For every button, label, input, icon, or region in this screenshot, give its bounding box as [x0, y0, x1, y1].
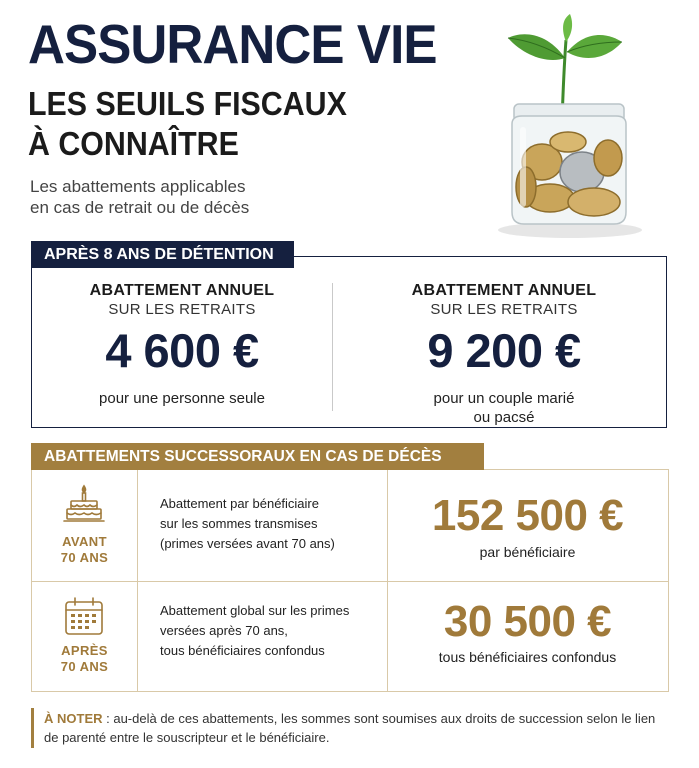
allowance-amount: 9 200 €	[427, 324, 581, 377]
holding-period-box	[31, 256, 667, 428]
note-text: : au-delà de ces abattements, les sommes sont soumises aux droits de succession selon le lien de parenté entre le souscripteur et le bénéficiaire.	[44, 711, 656, 745]
description-line-2: sur les sommes transmises	[160, 516, 318, 531]
subtitle	[30, 176, 290, 218]
age-label-line-2: 70 ANS	[60, 659, 109, 674]
description-cell	[137, 470, 388, 581]
birthday-cake-icon	[62, 482, 106, 526]
table-row	[32, 581, 668, 692]
title-line-2: LES SEUILS FISCAUX	[28, 85, 347, 122]
age-label-line-1: APRÈS	[61, 643, 108, 658]
age-label-line-1: AVANT	[62, 534, 107, 549]
description-line-1: Abattement global sur les primes	[160, 603, 350, 618]
allowance-note	[52, 389, 312, 408]
inheritance-amount: 30 500 €	[443, 597, 612, 646]
age-label-line-2: 70 ANS	[60, 550, 109, 565]
allowance-amount: 4 600 €	[105, 324, 259, 377]
icon-cell	[32, 581, 138, 692]
subtitle-line-1: Les abattements applicables	[30, 177, 246, 196]
subtitle-line-2: en cas de retrait ou de décès	[30, 198, 250, 217]
footnote	[44, 709, 664, 747]
single-person-column	[52, 281, 312, 408]
couple-column	[354, 281, 654, 427]
calendar-icon	[62, 595, 106, 639]
note-accent-bar	[31, 708, 34, 748]
allowance-note	[354, 389, 654, 427]
main-title: ASSURANCE VIE	[28, 13, 437, 75]
allowance-note-line-2: ou pacsé	[473, 409, 535, 426]
section-tab-inheritance: ABATTEMENTS SUCCESSORAUX EN CAS DE DÉCÈS	[31, 443, 484, 470]
amount-cell	[387, 470, 668, 581]
title-line-3: À CONNAÎTRE	[28, 125, 239, 162]
column-heading: ABATTEMENT ANNUEL	[89, 282, 275, 299]
description-cell	[137, 581, 388, 692]
note-label: À NOTER	[44, 711, 103, 726]
column-divider	[332, 283, 333, 411]
description-line-3: (primes versées avant 70 ans)	[160, 536, 335, 551]
inheritance-amount: 152 500 €	[431, 491, 624, 540]
table-row	[32, 470, 668, 582]
amount-note: par bénéficiaire	[479, 544, 576, 560]
description-line-3: tous bénéficiaires confondus	[160, 643, 325, 658]
description-line-2: versées après 70 ans,	[160, 623, 288, 638]
allowance-note-line-1: pour un couple marié	[433, 390, 575, 407]
amount-note: tous bénéficiaires confondus	[438, 649, 617, 665]
amount-cell	[387, 581, 668, 692]
description-line-1: Abattement par bénéficiaire	[160, 496, 319, 511]
column-subheading: SUR LES RETRAITS	[108, 301, 256, 318]
icon-cell	[32, 470, 138, 581]
column-heading: ABATTEMENT ANNUEL	[411, 282, 597, 299]
column-subheading: SUR LES RETRAITS	[430, 301, 578, 318]
coin-jar-plant-image	[490, 12, 680, 242]
allowance-note-line-1: pour une personne seule	[99, 390, 265, 407]
section-tab-holding-period: APRÈS 8 ANS DE DÉTENTION	[31, 241, 294, 268]
inheritance-table	[31, 469, 669, 692]
